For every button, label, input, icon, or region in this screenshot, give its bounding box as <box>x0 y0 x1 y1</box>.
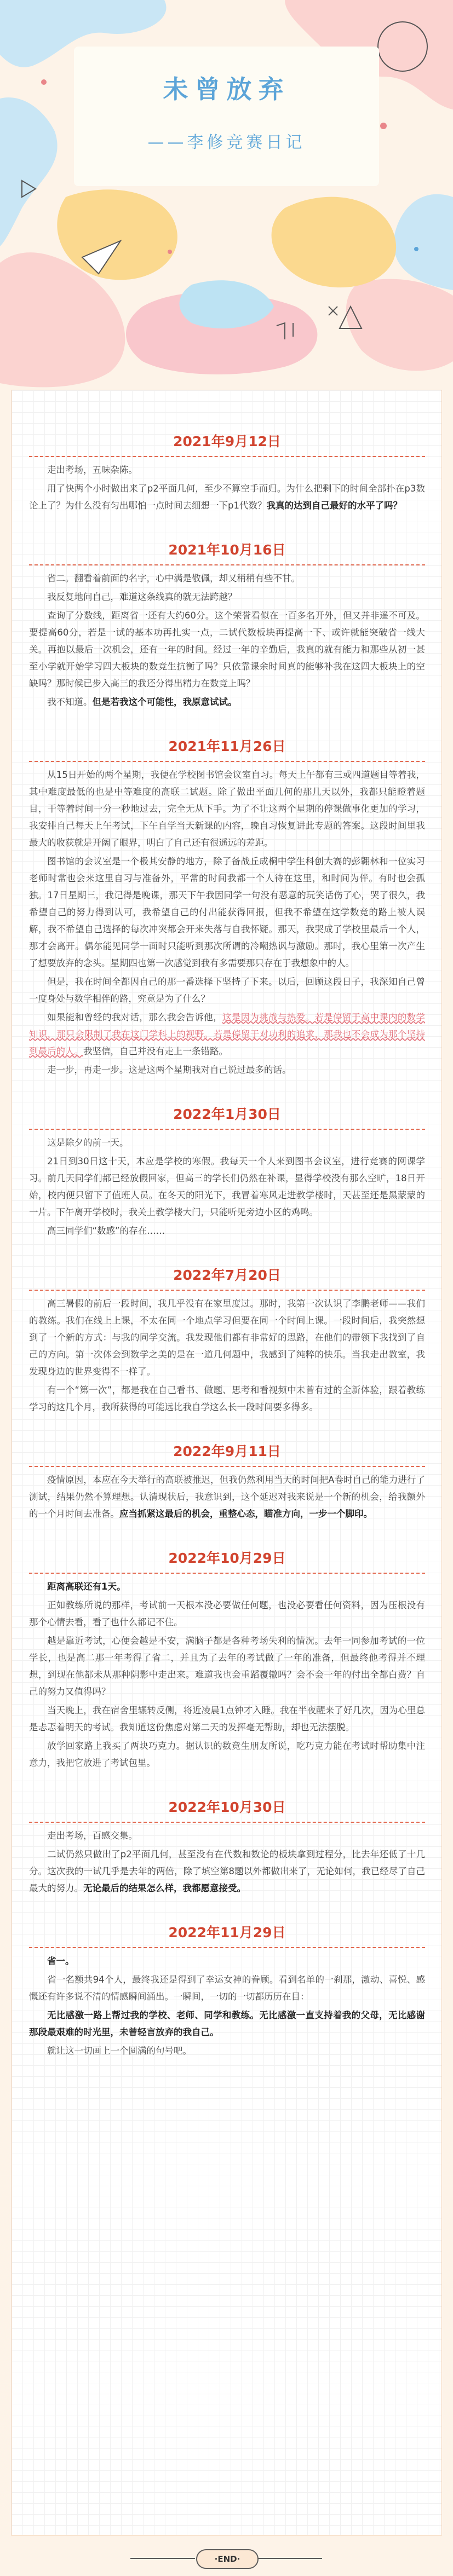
entry-paragraph <box>29 1295 425 1380</box>
body-text: 就让这一切画上一个圆满的句号吧。 <box>47 2046 192 2056</box>
entry-paragraph <box>29 694 425 711</box>
body-text: 我反复地问自己，难道这条线真的就无法跨越？ <box>47 592 237 602</box>
emphasis-text: 距离高联还有1天。 <box>47 1581 126 1592</box>
page-title: 未曾放弃 <box>163 74 290 104</box>
body-text: 这是除夕的前一天。 <box>47 1137 129 1148</box>
entry-paragraph <box>29 1846 425 1897</box>
entry-paragraph <box>29 1953 425 1969</box>
end-line-right <box>257 2558 322 2559</box>
entry-paragraph <box>29 1134 425 1151</box>
end-label: ·END· <box>196 2549 259 2569</box>
entry-paragraph <box>29 1009 425 1060</box>
entry-paragraph <box>29 973 425 1007</box>
body-text: 高三同学们“数感”的存在…… <box>47 1226 165 1236</box>
entry-paragraph <box>29 766 425 851</box>
body-text: 我不知道。 <box>47 697 93 707</box>
entry-paragraph <box>29 480 425 514</box>
emphasis-text: 省一。 <box>47 1956 74 1966</box>
entry-paragraph <box>29 570 425 587</box>
title-card <box>74 47 379 186</box>
body-text: 疫情原因，本应在今天举行的高联被推迟，但我仍然利用当天的时间把A卷时自己的能力进行了测试，结果仍然不算理想。认清现状后，我意识到，这个延迟对我来说是一个新的机会，给我额外的一个月时间去准备。 <box>29 1475 425 1519</box>
entry-date: 2022年10月30日 <box>29 1797 425 1823</box>
emphasis-text: 我真的达到自己最好的水平了吗？ <box>266 500 402 511</box>
entry-paragraph <box>29 853 425 972</box>
entry-date: 2021年10月16日 <box>29 539 425 565</box>
entry-date: 2021年11月26日 <box>29 736 425 762</box>
body-text: 21日到30日这十天，本应是学校的寒假。我每天一个人来到图书会议室，进行竞赛的网课学习。前几天同学们都已经放假回家，但高三的学长们仍然在补课，显得学校没有那么空旷，18日开始，校内便只留下了值班人员。在冬天的阳光下，我冒着寒风走进教学楼时，天甚至还是黑蒙蒙的一片。下午离开学校时，我关上教学楼大门，只能听见旁边小区的鸡鸣。 <box>29 1156 425 1217</box>
emphasis-text: 应当抓紧这最后的机会，重整心态，瞄准方向，一步一个脚印。 <box>119 1509 372 1519</box>
entry-paragraph <box>29 1222 425 1239</box>
entry-paragraph <box>29 1578 425 1595</box>
body-text: 我坚信，自己并没有走上一条错路。 <box>83 1046 228 1056</box>
page-subtitle: ——李修竞赛日记 <box>147 133 306 152</box>
body-text: 省一名额共94个人，最终我还是得到了幸运女神的眷顾。看到名单的一刹那，激动、喜悦、感慨还有许多说不清的情感瞬间涌出。一瞬间，一切的一切都历历在目： <box>29 1974 425 2002</box>
entry-paragraph <box>29 1632 425 1700</box>
body-text: 有一个“第一次”，都是我在自己看书、做题、思考和看视频中未曾有过的全新体验，跟着教练学习的这几个月，我所获得的可能远比我自学这么长一段时间要多得多。 <box>29 1385 425 1412</box>
entry-paragraph <box>29 1597 425 1631</box>
entry-date: 2022年7月20日 <box>29 1264 425 1291</box>
body-text: 高三暑假的前后一段时间，我几乎没有在家里度过。那时，我第一次认识了李鹏老师——我们的教练。我们在线上上课，不太在同一个地点学习但要在同一个时间上课。一段时间后，我突然想到了一个新的方式：与我的同学交流。我发现他们都有非常好的思路，在他们的带领下我找到了自己的方向。第一次体会到数学之美的是在一道几何题中，我感到了纯粹的快乐。当我走出教室，我发现身边的世界变得不一样了。 <box>29 1298 425 1377</box>
highlight-text: 这是因为挑战与热爱。若是停留于高中课内的数学知识，那只会限制了我在这门学科上的视野。若是停留于对功利的追求，那我也不会成为那个坚持到最后的人。 <box>29 1012 426 1056</box>
body-text: 图书馆的会议室是一个极其安静的地方，除了备战丘成桐中学生科创大赛的彭翱林和一位实习老师时常也会来这里自习与准备外，平常的时间我都一个人待在这里，和时间为伴。有时也会孤独。17日星期三，我记得是晚课，那天下午我因同学一句没有恶意的玩笑话伤了心，哭了很久，我希望自己的努力得到认可，我希望自己的付出能获得回报，但我不希望在这学数竞的路上被人误解，我不希望自己选择的每次冲突都会开来失落与自我怀疑。那天，我哭成了学校里最后一个人，那才会离开。偶尔能见同学一面时只能听到那次所谓的冷嘲热讽与激励。那时，我心里第一次产生了想要放弃的念头。星期四也第一次感觉到我有多需要那只存在于我想象中的人。 <box>29 856 425 968</box>
entry-paragraph <box>29 2042 425 2059</box>
entry-paragraph <box>29 1471 425 1522</box>
entry-paragraph <box>29 1382 425 1416</box>
end-line-left <box>130 2558 195 2559</box>
body-text: 走出考场，五味杂陈。 <box>47 465 137 475</box>
body-text: 正如教练所说的那样，考试前一天根本没必要做任何题，也没必要看任何资料，因为压根没有那个心情去看，看了也什么都记不住。 <box>29 1600 425 1627</box>
body-text: 越是靠近考试，心便会越是不安，满脑子都是各种考场失利的情况。去年一同参加考试的一位学长，也是高二那一年考得了省二，并且为了去年的考试做了一年的准备，但最终他考得并不理想，到现在他都未从那种阴影中走出来。难道我也会重蹈覆辙吗？会不会一年的付出全都白费？自己的努力又值得吗？ <box>29 1636 425 1697</box>
entry-paragraph <box>29 461 425 478</box>
body-text: 从15日开始的两个星期，我便在学校图书馆会议室自习。每天上午都有三或四道题目等着我，其中难度最低的也是中等难度的高联二试题。除了做出平面几何的那几天以外，我都只能瞪着题目，干等着时间一分一秒地过去，完全无从下手。为了不让这两个星期的停课做事化更加的学习，我安排自己每天上午考试，下午自学当天新课的内容，晚自习恢复讲此专题的答案。这段时间里我最大的收获就是开阔了眼界，明白了自己还有很遥远的差距。 <box>29 770 425 848</box>
body-text: 省二。翻看着前面的名字，心中满是敬佩，却又稍稍有些不甘。 <box>47 573 300 584</box>
body-text: 查询了分数线，距离省一还有大约60分。这个荣誉看似在一百多名开外，但又并非遥不可及。要提高60分，若是一试的基本功再扎实一点，二试代数板块再提高一下、或许就能突破省一线大关。再抱以最后一次机会，还有一年的时间。经过一年的辛勤后，我真的就有能力和那些从初一甚至小学就开始学习四大板块的数竞生抗衡了吗？只依靠课余时间真的能够补我在这四大板块上的空缺吗？那时候已步入高三的我还分得出精力在数竞上吗？ <box>29 610 425 689</box>
entry-paragraph <box>29 1971 425 2005</box>
body-text: 当天晚上，我在宿舍里辗转反侧，将近凌晨1点钟才入睡。我在半夜醒来了好几次，因为心里总是忐忑着明天的考试。我知道这份焦虑对第二天的发挥毫无帮助，却也无法摆脱。 <box>29 1705 425 1732</box>
entry-paragraph <box>29 588 425 605</box>
body-text: 但是，我在时间全都因自己的那一番选择下坚持了下来。以后，回顾这段日子，我深知自己曾一度身处与数学相伴的路，究竟是为了什么？ <box>29 977 425 1004</box>
entry-date: 2022年1月30日 <box>29 1104 425 1130</box>
footer <box>0 2535 453 2576</box>
diary-paper <box>11 390 442 2535</box>
entry-date: 2022年10月29日 <box>29 1547 425 1574</box>
entry-date: 2022年11月29日 <box>29 1922 425 1948</box>
entry-paragraph <box>29 1827 425 1844</box>
entry-paragraph <box>29 1737 425 1771</box>
entry-date: 2022年9月11日 <box>29 1441 425 1467</box>
entry-date: 2021年9月12日 <box>29 431 425 457</box>
header-banner <box>0 0 453 390</box>
body-text: 二试仍然只做出了p2平面几何，甚至没有在代数和数论的板块拿到过程分，比去年还低了十几分。这次我的一试几乎是去年的两倍，除了填空第8题以外都做出来了，无论如何，我已经尽了自己最大的努力。 <box>29 1849 425 1893</box>
body-text: 走出考场，百感交集。 <box>47 1830 137 1841</box>
emphasis-text: 无论最后的结果怎么样，我都愿意接受。 <box>83 1883 246 1893</box>
entry-paragraph <box>29 607 425 692</box>
emphasis-text: 无比感激一路上帮过我的学校、老师、同学和教练。无比感激一直支持着我的父母，无比感谢那段最艰难的时光里，未曾轻言放弃的我自己。 <box>29 2010 425 2037</box>
body-text: 走一步，再走一步。这是这两个星期我对自己说过最多的话。 <box>47 1065 291 1075</box>
body-text: 用了快两个小时做出来了p2平面几何，至少不算空手而归。为什么把剩下的时间全部扑在p3数论上了？为什么没有匀出哪怕一点时间去细想一下p1代数？ <box>29 483 425 511</box>
entry-paragraph <box>29 1061 425 1078</box>
body-text: 如果能和曾经的我对话，那么我会告诉他， <box>47 1012 222 1023</box>
emphasis-text: 但是若我这个可能性，我原意试试。 <box>92 697 237 707</box>
diary-entries <box>29 431 425 2061</box>
body-text: 放学回家路上我买了两块巧克力。据认识的数竞生朋友所说，吃巧克力能在考试时帮助集中注意力，我把它放进了考试包里。 <box>29 1741 425 1768</box>
entry-paragraph <box>29 2007 425 2041</box>
entry-paragraph <box>29 1702 425 1736</box>
entry-paragraph <box>29 1153 425 1221</box>
